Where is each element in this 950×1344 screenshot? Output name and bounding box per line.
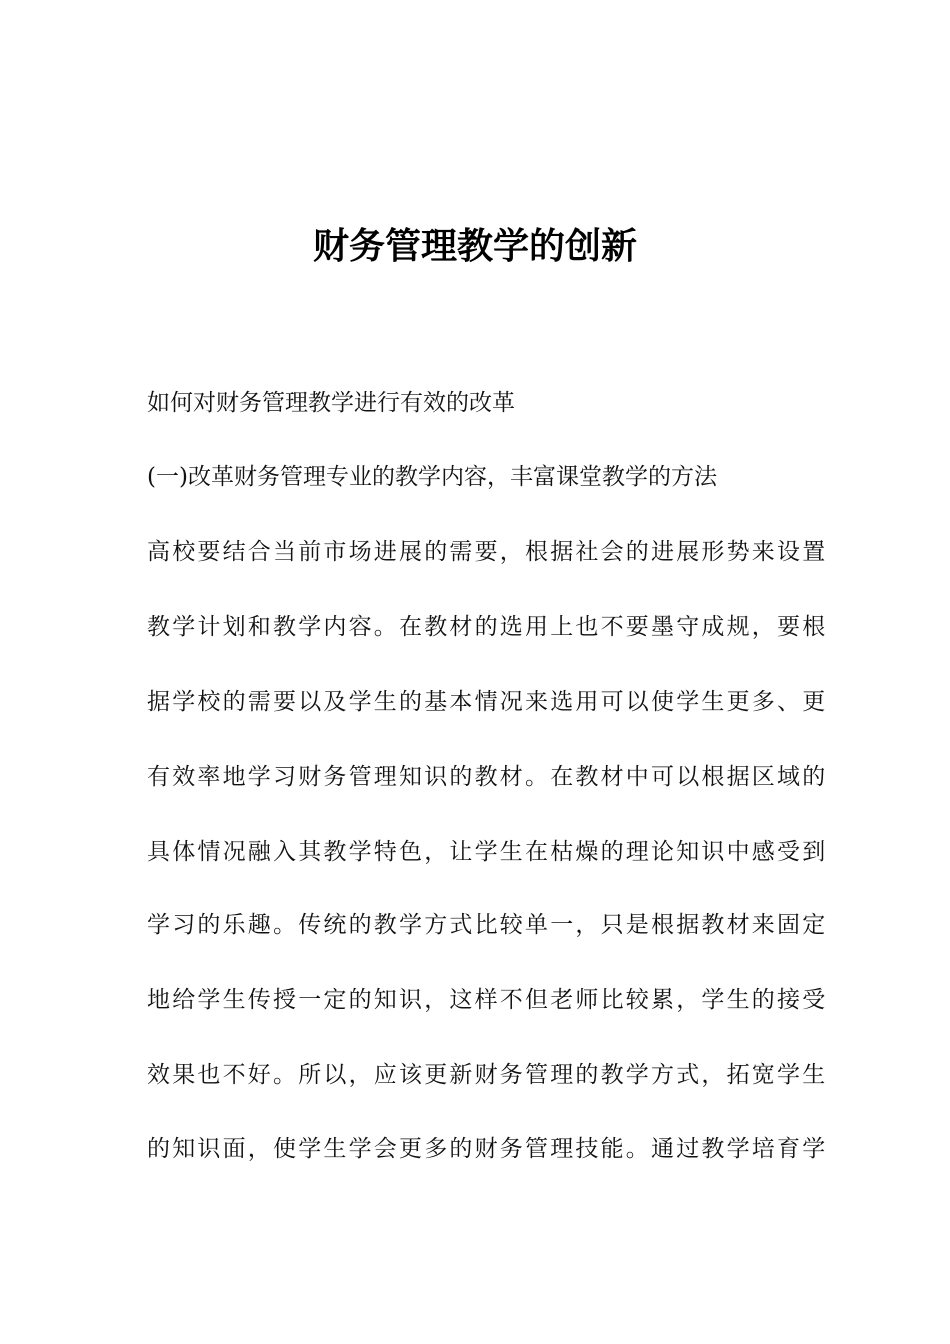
paragraph-line: 效果也不好。所以，应该更新财务管理的教学方式，拓宽学生 (147, 1062, 828, 1088)
paragraph-line: 具体情况融入其教学特色，让学生在枯燥的理论知识中感受到 (147, 839, 828, 865)
paragraph-line: 教学计划和教学内容。在教材的选用上也不要墨守成规，要根 (147, 614, 828, 640)
paragraph-line: 有效率地学习财务管理知识的教材。在教材中可以根据区域的 (147, 764, 828, 790)
section-heading: 如何对财务管理教学进行有效的改革 (147, 390, 515, 416)
paragraph-line: 据学校的需要以及学生的基本情况来选用可以使学生更多、更 (147, 689, 828, 715)
paragraph-line: 地给学生传授一定的知识，这样不但老师比较累，学生的接受 (147, 987, 828, 1013)
subsection-heading: (一)改革财务管理专业的教学内容，丰富课堂教学的方法 (147, 464, 717, 490)
paragraph-line: 高校要结合当前市场进展的需要，根据社会的进展形势来设置 (147, 539, 828, 565)
paragraph-line: 的知识面，使学生学会更多的财务管理技能。通过教学培育学 (147, 1136, 828, 1162)
paragraph-line: 学习的乐趣。传统的教学方式比较单一，只是根据教材来固定 (147, 912, 828, 938)
page-title: 财务管理教学的创新 (312, 226, 637, 267)
